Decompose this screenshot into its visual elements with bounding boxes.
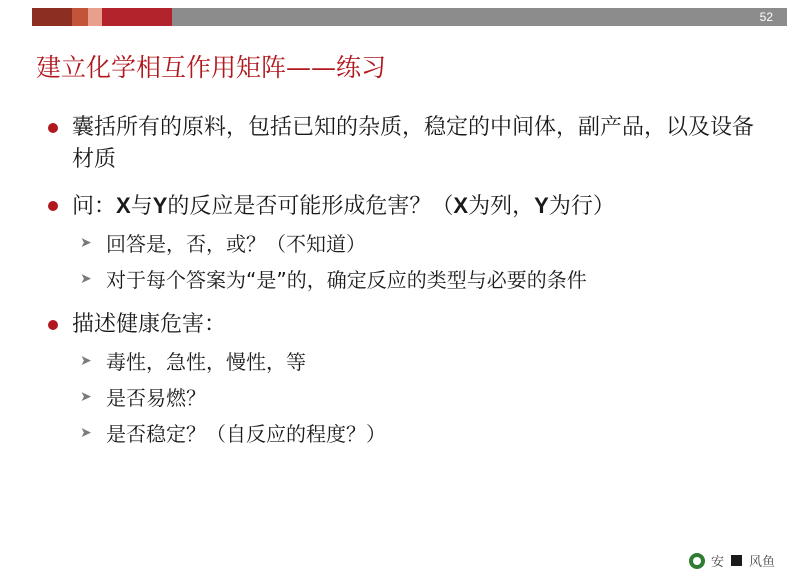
bullet-text-x: X	[116, 192, 131, 218]
sub-bullet-text: 是否稳定？（自反应的程度？）	[106, 421, 386, 446]
list-item	[36, 190, 763, 295]
bullet-text-x2: X	[453, 192, 469, 218]
bullet-dot-icon	[48, 201, 58, 211]
watermark	[689, 551, 775, 570]
bullet-dot-icon	[48, 123, 58, 133]
arrow-bullet-icon: ➤	[80, 270, 92, 287]
page-number: 52	[759, 10, 773, 24]
sub-list-item	[72, 347, 763, 377]
list-item	[36, 112, 763, 176]
bullet-text-y2: Y	[534, 192, 549, 218]
bullet-text-part: 的反应是否可能形成危害？（	[167, 193, 454, 219]
bullet-text: 描述健康危害：	[72, 311, 227, 337]
top-bar-segment-crimson	[102, 8, 172, 26]
arrow-bullet-icon: ➤	[80, 234, 92, 251]
top-bar-segment-dark-red	[32, 8, 72, 26]
top-bar-segment-pink	[88, 8, 102, 26]
list-item	[36, 309, 763, 449]
slide-body	[36, 112, 763, 463]
bullet-text-y: Y	[152, 192, 168, 218]
arrow-bullet-icon: ➤	[80, 424, 92, 441]
top-bar-segment-red	[72, 8, 88, 26]
arrow-bullet-icon: ➤	[80, 388, 92, 405]
bullet-text-part: 与	[130, 193, 153, 219]
decorative-top-bar	[32, 8, 787, 26]
bullet-text-part: 为行）	[548, 193, 615, 219]
watermark-text-after: 风鱼	[748, 555, 775, 570]
bullet-list	[36, 112, 763, 449]
sub-bullet-text: 是否易燃？	[106, 385, 206, 410]
wechat-logo-icon	[689, 553, 705, 569]
watermark-text-before: 安	[710, 555, 724, 570]
bullet-text-part: 为列，	[468, 193, 535, 219]
sub-list-item	[72, 419, 763, 449]
sub-bullet-list	[72, 347, 763, 449]
sub-list-item	[72, 265, 763, 295]
page-title: 建立化学相互作用矩阵——练习	[36, 53, 387, 82]
arrow-bullet-icon: ➤	[80, 352, 92, 369]
bullet-text: 囊括所有的原料，包括已知的杂质，稳定的中间体，副产品，以及设备材质	[72, 115, 755, 172]
sub-bullet-text: 毒性，急性，慢性，等	[106, 349, 306, 374]
sub-list-item	[72, 229, 763, 259]
sub-bullet-text: 对于每个答案为“是”的，确定反应的类型与必要的条件	[106, 267, 587, 292]
sub-bullet-text: 回答是，否，或？（不知道）	[106, 231, 366, 256]
top-bar-segment-gray	[172, 8, 787, 26]
sub-list-item	[72, 383, 763, 413]
sub-bullet-list	[72, 229, 763, 295]
bullet-text-part: 问：	[72, 193, 117, 219]
bullet-dot-icon	[48, 320, 58, 330]
redacted-block-icon	[731, 555, 742, 566]
